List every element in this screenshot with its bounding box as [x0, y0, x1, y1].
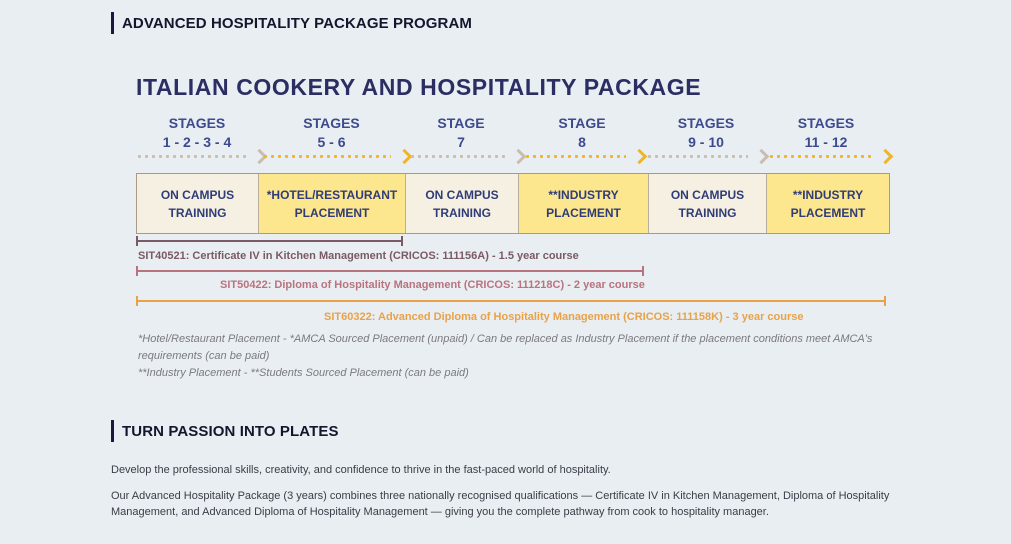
heading-text: TURN PASSION INTO PLATES: [122, 422, 339, 440]
diagram-title: ITALIAN COOKERY AND HOSPITALITY PACKAGE: [136, 74, 702, 100]
box-line: **INDUSTRY: [548, 187, 619, 202]
stage-numbers: 7: [457, 134, 465, 150]
stage-label-4: [517, 114, 647, 152]
stage-box-campus: [406, 174, 519, 233]
stage-arrow-6: [768, 150, 884, 162]
stage-word: STAGES: [168, 115, 226, 131]
box-line: PLACEMENT: [294, 205, 370, 220]
stage-arrow-3: [409, 150, 517, 162]
stage-label-5: [647, 114, 765, 152]
stage-label-6: [765, 114, 887, 152]
stage-numbers: 1 - 2 - 3 - 4: [162, 134, 232, 150]
box-line: PLACEMENT: [790, 205, 866, 220]
course-span-adv-diploma: [136, 300, 886, 302]
stage-numbers: 8: [578, 134, 586, 150]
stage-box-placement: [767, 174, 889, 233]
stage-word: STAGE: [558, 115, 606, 131]
stage-word: STAGES: [303, 115, 360, 131]
stage-numbers: 11 - 12: [804, 134, 848, 150]
placement-notes: [138, 331, 898, 382]
stage-arrow-1: [136, 150, 258, 162]
stage-boxes: [136, 173, 890, 234]
heading-text: ADVANCED HOSPITALITY PACKAGE PROGRAM: [122, 14, 473, 32]
stage-box-campus: [137, 174, 259, 233]
stage-arrow-2: [262, 150, 403, 162]
stage-arrow-4: [524, 150, 638, 162]
stage-word: STAGES: [677, 115, 735, 131]
stage-word: STAGE: [437, 115, 485, 131]
course-label-cert-iv: SIT40521: Certificate IV in Kitchen Management (CRICOS: 111156A) - 1.5 year course: [138, 250, 579, 262]
box-line: *HOTEL/RESTAURANT: [266, 187, 398, 202]
stage-numbers: 5 - 6: [317, 134, 346, 150]
package-diagram: [136, 72, 896, 392]
box-line: PLACEMENT: [546, 205, 621, 220]
course-span-diploma: [136, 270, 644, 272]
section-heading-passion: [111, 420, 339, 442]
course-span-cert-iv: [136, 240, 403, 242]
intro-paragraph: Develop the professional skills, creativity, and confidence to thrive in the fast-paced world of hospitality.: [111, 464, 611, 476]
course-label-diploma: SIT50422: Diploma of Hospitality Management (CRICOS: 111218C) - 2 year course: [220, 279, 645, 291]
stage-box-placement: [519, 174, 649, 233]
heading-accent-bar: [111, 420, 114, 442]
note-line: **Industry Placement - **Students Sourced Placement (can be paid): [138, 367, 469, 379]
stage-word: STAGES: [797, 115, 855, 131]
stage-label-3: [405, 114, 517, 152]
box-line: TRAINING: [168, 205, 227, 220]
course-label-adv-diploma: SIT60322: Advanced Diploma of Hospitality Management (CRICOS: 111158K) - 3 year course: [324, 311, 804, 323]
box-line: ON CAMPUS: [425, 187, 499, 202]
stage-arrow-5: [646, 150, 760, 162]
note-line: *Hotel/Restaurant Placement - *AMCA Sourced Placement (unpaid) / Can be replaced as Industry Placement if the placement conditions meet AMCA's requirements (can be paid): [138, 333, 873, 362]
box-line: TRAINING: [678, 205, 737, 220]
box-line: ON CAMPUS: [670, 187, 745, 202]
stage-box-placement: [259, 174, 406, 233]
section-heading-program: [111, 12, 472, 34]
box-line: TRAINING: [433, 205, 491, 220]
stage-label-1: [136, 114, 258, 152]
stage-box-campus: [649, 174, 767, 233]
stage-label-2: [258, 114, 405, 152]
description-paragraph: Our Advanced Hospitality Package (3 years) combines three nationally recognised qualifications — Certificate IV in Kitchen Management, Diploma of Hospitality Management, and Advanced Diploma of Hospitality Management — giving you the complete pathway from cook to hospitality manager.: [111, 490, 890, 518]
box-line: ON CAMPUS: [160, 187, 235, 202]
box-line: **INDUSTRY: [792, 187, 864, 202]
heading-accent-bar: [111, 12, 114, 34]
stage-numbers: 9 - 10: [688, 134, 724, 150]
